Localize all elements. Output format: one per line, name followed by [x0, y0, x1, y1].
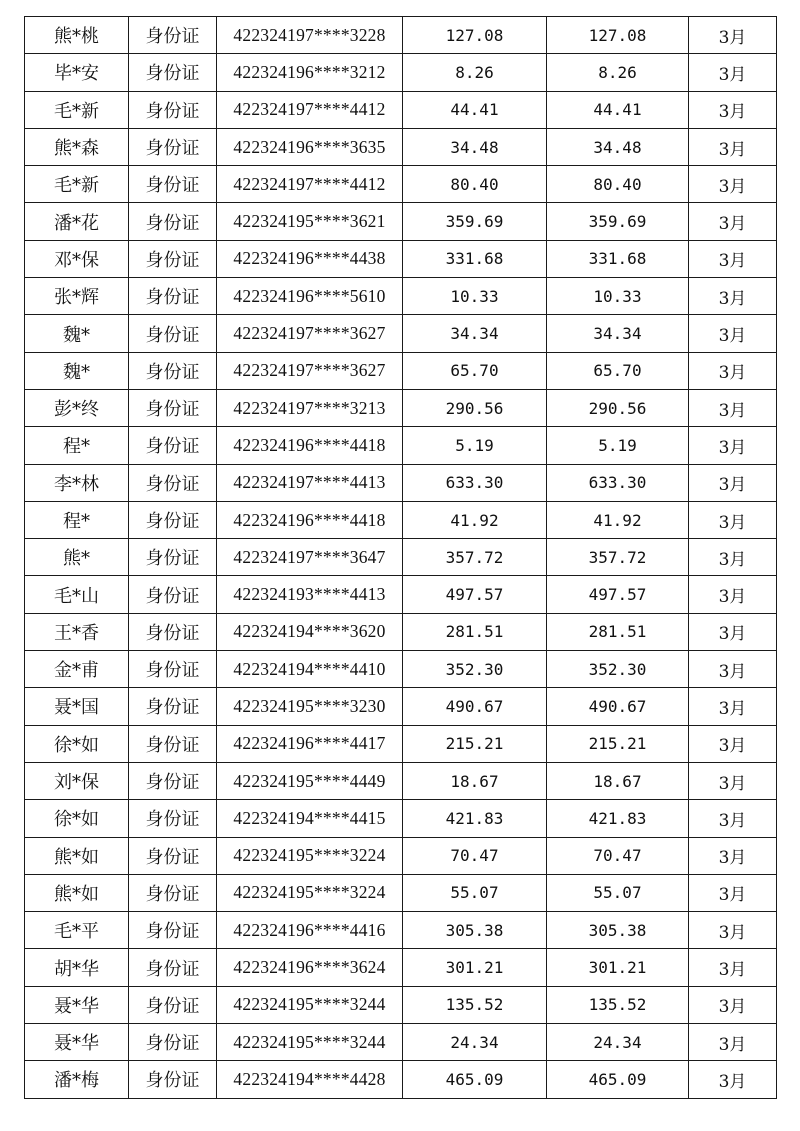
- name-cell: 毛*新: [25, 166, 129, 203]
- month-cell: 3月: [689, 1024, 777, 1061]
- id-number-cell: 422324195****3224: [217, 837, 403, 874]
- amount-cell: 421.83: [403, 800, 547, 837]
- amount-paid-cell: 352.30: [547, 651, 689, 688]
- id-number-cell: 422324197****3627: [217, 352, 403, 389]
- name-cell: 刘*保: [25, 762, 129, 799]
- month-cell: 3月: [689, 912, 777, 949]
- month-cell: 3月: [689, 688, 777, 725]
- id-number-cell: 422324197****4412: [217, 166, 403, 203]
- month-cell: 3月: [689, 278, 777, 315]
- id-number-cell: 422324196****3212: [217, 54, 403, 91]
- table-row: [25, 800, 777, 837]
- month-cell: 3月: [689, 613, 777, 650]
- table-row: [25, 762, 777, 799]
- table-row: [25, 725, 777, 762]
- amount-paid-cell: 34.48: [547, 128, 689, 165]
- name-cell: 潘*梅: [25, 1061, 129, 1098]
- table-body: [25, 17, 777, 1099]
- month-cell: 3月: [689, 874, 777, 911]
- month-cell: 3月: [689, 651, 777, 688]
- id-type-cell: 身份证: [129, 1061, 217, 1098]
- amount-paid-cell: 465.09: [547, 1061, 689, 1098]
- amount-cell: 281.51: [403, 613, 547, 650]
- id-number-cell: 422324196****3624: [217, 949, 403, 986]
- month-cell: 3月: [689, 166, 777, 203]
- month-cell: 3月: [689, 949, 777, 986]
- amount-paid-cell: 18.67: [547, 762, 689, 799]
- id-type-cell: 身份证: [129, 203, 217, 240]
- amount-paid-cell: 34.34: [547, 315, 689, 352]
- amount-cell: 65.70: [403, 352, 547, 389]
- amount-paid-cell: 10.33: [547, 278, 689, 315]
- amount-paid-cell: 305.38: [547, 912, 689, 949]
- amount-cell: 305.38: [403, 912, 547, 949]
- name-cell: 李*林: [25, 464, 129, 501]
- amount-cell: 44.41: [403, 91, 547, 128]
- table-row: [25, 1061, 777, 1098]
- amount-paid-cell: 301.21: [547, 949, 689, 986]
- amount-cell: 5.19: [403, 427, 547, 464]
- id-type-cell: 身份证: [129, 613, 217, 650]
- id-type-cell: 身份证: [129, 464, 217, 501]
- payment-table: [24, 16, 777, 1099]
- amount-cell: 8.26: [403, 54, 547, 91]
- month-cell: 3月: [689, 315, 777, 352]
- table-row: [25, 501, 777, 538]
- month-cell: 3月: [689, 464, 777, 501]
- amount-paid-cell: 421.83: [547, 800, 689, 837]
- amount-paid-cell: 65.70: [547, 352, 689, 389]
- id-type-cell: 身份证: [129, 837, 217, 874]
- name-cell: 毛*山: [25, 576, 129, 613]
- amount-cell: 215.21: [403, 725, 547, 762]
- table-row: [25, 576, 777, 613]
- id-number-cell: 422324195****3244: [217, 986, 403, 1023]
- id-number-cell: 422324194****4428: [217, 1061, 403, 1098]
- month-cell: 3月: [689, 1061, 777, 1098]
- id-number-cell: 422324194****4410: [217, 651, 403, 688]
- id-type-cell: 身份证: [129, 949, 217, 986]
- table-row: [25, 166, 777, 203]
- amount-cell: 357.72: [403, 539, 547, 576]
- id-number-cell: 422324195****4449: [217, 762, 403, 799]
- amount-paid-cell: 80.40: [547, 166, 689, 203]
- amount-paid-cell: 55.07: [547, 874, 689, 911]
- month-cell: 3月: [689, 501, 777, 538]
- table-row: [25, 949, 777, 986]
- id-number-cell: 422324194****4415: [217, 800, 403, 837]
- table-row: [25, 352, 777, 389]
- table-row: [25, 427, 777, 464]
- table-row: [25, 389, 777, 426]
- id-type-cell: 身份证: [129, 427, 217, 464]
- amount-paid-cell: 44.41: [547, 91, 689, 128]
- month-cell: 3月: [689, 54, 777, 91]
- amount-cell: 18.67: [403, 762, 547, 799]
- amount-paid-cell: 331.68: [547, 240, 689, 277]
- month-cell: 3月: [689, 986, 777, 1023]
- id-number-cell: 422324195****3244: [217, 1024, 403, 1061]
- table-row: [25, 91, 777, 128]
- name-cell: 彭*终: [25, 389, 129, 426]
- amount-cell: 633.30: [403, 464, 547, 501]
- id-type-cell: 身份证: [129, 501, 217, 538]
- id-number-cell: 422324195****3621: [217, 203, 403, 240]
- name-cell: 熊*: [25, 539, 129, 576]
- amount-paid-cell: 135.52: [547, 986, 689, 1023]
- table-row: [25, 613, 777, 650]
- table-row: [25, 17, 777, 54]
- table-row: [25, 315, 777, 352]
- amount-paid-cell: 357.72: [547, 539, 689, 576]
- name-cell: 胡*华: [25, 949, 129, 986]
- id-type-cell: 身份证: [129, 762, 217, 799]
- id-number-cell: 422324197****3627: [217, 315, 403, 352]
- id-number-cell: 422324197****3647: [217, 539, 403, 576]
- id-type-cell: 身份证: [129, 576, 217, 613]
- amount-paid-cell: 490.67: [547, 688, 689, 725]
- id-type-cell: 身份证: [129, 54, 217, 91]
- name-cell: 邓*保: [25, 240, 129, 277]
- id-number-cell: 422324196****4418: [217, 501, 403, 538]
- id-type-cell: 身份证: [129, 91, 217, 128]
- id-number-cell: 422324196****4416: [217, 912, 403, 949]
- id-type-cell: 身份证: [129, 389, 217, 426]
- name-cell: 徐*如: [25, 800, 129, 837]
- table-row: [25, 278, 777, 315]
- amount-paid-cell: 5.19: [547, 427, 689, 464]
- id-number-cell: 422324196****5610: [217, 278, 403, 315]
- name-cell: 潘*花: [25, 203, 129, 240]
- id-number-cell: 422324197****3213: [217, 389, 403, 426]
- month-cell: 3月: [689, 128, 777, 165]
- name-cell: 毛*平: [25, 912, 129, 949]
- amount-cell: 135.52: [403, 986, 547, 1023]
- amount-cell: 359.69: [403, 203, 547, 240]
- id-number-cell: 422324197****4413: [217, 464, 403, 501]
- id-type-cell: 身份证: [129, 17, 217, 54]
- amount-paid-cell: 215.21: [547, 725, 689, 762]
- table-row: [25, 837, 777, 874]
- name-cell: 毕*安: [25, 54, 129, 91]
- id-type-cell: 身份证: [129, 800, 217, 837]
- id-number-cell: 422324195****3224: [217, 874, 403, 911]
- id-number-cell: 422324194****3620: [217, 613, 403, 650]
- id-number-cell: 422324197****3228: [217, 17, 403, 54]
- month-cell: 3月: [689, 427, 777, 464]
- id-type-cell: 身份证: [129, 352, 217, 389]
- name-cell: 聂*国: [25, 688, 129, 725]
- id-type-cell: 身份证: [129, 874, 217, 911]
- id-number-cell: 422324196****4438: [217, 240, 403, 277]
- month-cell: 3月: [689, 240, 777, 277]
- amount-cell: 80.40: [403, 166, 547, 203]
- amount-paid-cell: 24.34: [547, 1024, 689, 1061]
- amount-cell: 290.56: [403, 389, 547, 426]
- amount-paid-cell: 8.26: [547, 54, 689, 91]
- amount-paid-cell: 281.51: [547, 613, 689, 650]
- month-cell: 3月: [689, 725, 777, 762]
- month-cell: 3月: [689, 203, 777, 240]
- name-cell: 熊*如: [25, 874, 129, 911]
- month-cell: 3月: [689, 91, 777, 128]
- amount-paid-cell: 70.47: [547, 837, 689, 874]
- id-type-cell: 身份证: [129, 278, 217, 315]
- amount-cell: 41.92: [403, 501, 547, 538]
- id-number-cell: 422324193****4413: [217, 576, 403, 613]
- name-cell: 熊*如: [25, 837, 129, 874]
- table-row: [25, 912, 777, 949]
- month-cell: 3月: [689, 762, 777, 799]
- name-cell: 熊*森: [25, 128, 129, 165]
- name-cell: 王*香: [25, 613, 129, 650]
- table-row: [25, 986, 777, 1023]
- name-cell: 熊*桃: [25, 17, 129, 54]
- table-row: [25, 688, 777, 725]
- id-type-cell: 身份证: [129, 912, 217, 949]
- name-cell: 毛*新: [25, 91, 129, 128]
- id-type-cell: 身份证: [129, 315, 217, 352]
- name-cell: 程*: [25, 427, 129, 464]
- id-type-cell: 身份证: [129, 539, 217, 576]
- name-cell: 金*甫: [25, 651, 129, 688]
- month-cell: 3月: [689, 837, 777, 874]
- id-type-cell: 身份证: [129, 240, 217, 277]
- amount-cell: 24.34: [403, 1024, 547, 1061]
- table-row: [25, 539, 777, 576]
- id-number-cell: 422324196****4417: [217, 725, 403, 762]
- amount-cell: 465.09: [403, 1061, 547, 1098]
- amount-cell: 10.33: [403, 278, 547, 315]
- id-number-cell: 422324195****3230: [217, 688, 403, 725]
- amount-cell: 301.21: [403, 949, 547, 986]
- amount-cell: 70.47: [403, 837, 547, 874]
- month-cell: 3月: [689, 352, 777, 389]
- id-type-cell: 身份证: [129, 128, 217, 165]
- amount-cell: 34.48: [403, 128, 547, 165]
- table-row: [25, 203, 777, 240]
- amount-paid-cell: 127.08: [547, 17, 689, 54]
- amount-paid-cell: 41.92: [547, 501, 689, 538]
- name-cell: 魏*: [25, 315, 129, 352]
- amount-paid-cell: 359.69: [547, 203, 689, 240]
- name-cell: 聂*华: [25, 1024, 129, 1061]
- table-row: [25, 464, 777, 501]
- name-cell: 徐*如: [25, 725, 129, 762]
- month-cell: 3月: [689, 389, 777, 426]
- name-cell: 程*: [25, 501, 129, 538]
- amount-cell: 34.34: [403, 315, 547, 352]
- amount-cell: 490.67: [403, 688, 547, 725]
- amount-paid-cell: 633.30: [547, 464, 689, 501]
- amount-cell: 127.08: [403, 17, 547, 54]
- name-cell: 聂*华: [25, 986, 129, 1023]
- id-number-cell: 422324196****4418: [217, 427, 403, 464]
- amount-paid-cell: 497.57: [547, 576, 689, 613]
- table-row: [25, 128, 777, 165]
- month-cell: 3月: [689, 539, 777, 576]
- amount-paid-cell: 290.56: [547, 389, 689, 426]
- id-type-cell: 身份证: [129, 725, 217, 762]
- table-row: [25, 1024, 777, 1061]
- table-row: [25, 240, 777, 277]
- id-type-cell: 身份证: [129, 166, 217, 203]
- name-cell: 魏*: [25, 352, 129, 389]
- amount-cell: 331.68: [403, 240, 547, 277]
- amount-cell: 497.57: [403, 576, 547, 613]
- id-type-cell: 身份证: [129, 651, 217, 688]
- table-row: [25, 54, 777, 91]
- amount-cell: 55.07: [403, 874, 547, 911]
- id-type-cell: 身份证: [129, 1024, 217, 1061]
- month-cell: 3月: [689, 576, 777, 613]
- id-number-cell: 422324197****4412: [217, 91, 403, 128]
- id-number-cell: 422324196****3635: [217, 128, 403, 165]
- id-type-cell: 身份证: [129, 688, 217, 725]
- month-cell: 3月: [689, 800, 777, 837]
- id-type-cell: 身份证: [129, 986, 217, 1023]
- amount-cell: 352.30: [403, 651, 547, 688]
- table-row: [25, 874, 777, 911]
- table-row: [25, 651, 777, 688]
- name-cell: 张*辉: [25, 278, 129, 315]
- month-cell: 3月: [689, 17, 777, 54]
